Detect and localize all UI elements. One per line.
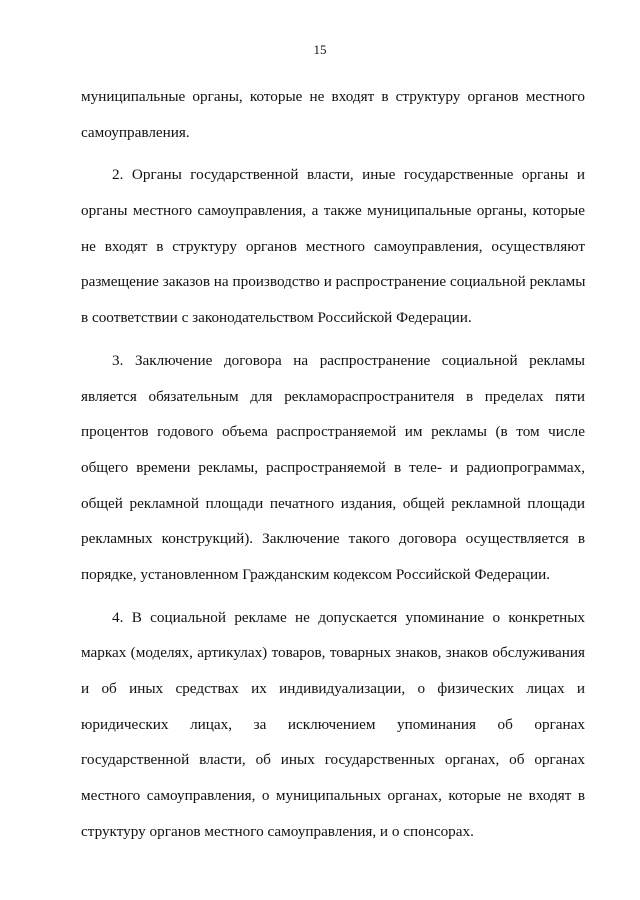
document-body	[81, 79, 585, 849]
text-line: юридических лицах, за исключением упоминания об органах	[81, 715, 585, 733]
paragraph-4	[81, 600, 585, 850]
text-line: общего времени рекламы, распространяемой в теле- и радиопрограммах,	[81, 458, 585, 476]
paragraph-spacer	[81, 336, 585, 343]
text-line: 4. В социальной рекламе не допускается упоминание о конкретных	[112, 608, 585, 626]
text-line: самоуправления.	[81, 123, 190, 141]
paragraph-1	[81, 79, 585, 150]
text-line: 2. Органы государственной власти, иные государственные органы и	[112, 166, 585, 184]
text-line: не входят в структуру органов местного самоуправления, осуществляют	[81, 237, 585, 255]
text-line: органы местного самоуправления, а также муниципальные органы, которые	[81, 202, 585, 220]
paragraph-2	[81, 157, 585, 335]
text-line: общей рекламной площади печатного издания, общей рекламной площади	[81, 494, 585, 512]
paragraph-spacer	[81, 150, 585, 157]
text-line: местного самоуправления, о муниципальных органах, которые не входят в	[81, 787, 585, 805]
text-line: рекламных конструкций). Заключение такого договора осуществляется в	[81, 530, 585, 548]
text-line: марках (моделях, артикулах) товаров, товарных знаков, знаков обслуживания	[81, 644, 585, 662]
text-line: порядке, установленном Гражданским кодексом Российской Федерации.	[81, 565, 550, 583]
page-number: 15	[313, 42, 327, 57]
text-line: и об иных средствах их индивидуализации, о физических лицах и	[81, 680, 585, 697]
text-line: 3. Заключение договора на распространение социальной рекламы	[112, 351, 585, 369]
text-line: является обязательным для рекламораспространителя в пределах пяти	[81, 387, 585, 405]
text-line: размещение заказов на производство и распространение социальной рекламы	[81, 273, 586, 291]
paragraph-3	[81, 343, 585, 593]
text-line: в соответствии с законодательством Российской Федерации.	[81, 309, 472, 327]
text-line: структуру органов местного самоуправления, и о спонсорах.	[81, 822, 474, 840]
text-line: государственной власти, об иных государственных органах, об органах	[81, 751, 585, 769]
paragraph-spacer	[81, 593, 585, 600]
text-line: процентов годового объема распространяемой им рекламы (в том числе	[81, 423, 585, 441]
text-line: муниципальные органы, которые не входят в структуру органов местного	[81, 88, 585, 105]
